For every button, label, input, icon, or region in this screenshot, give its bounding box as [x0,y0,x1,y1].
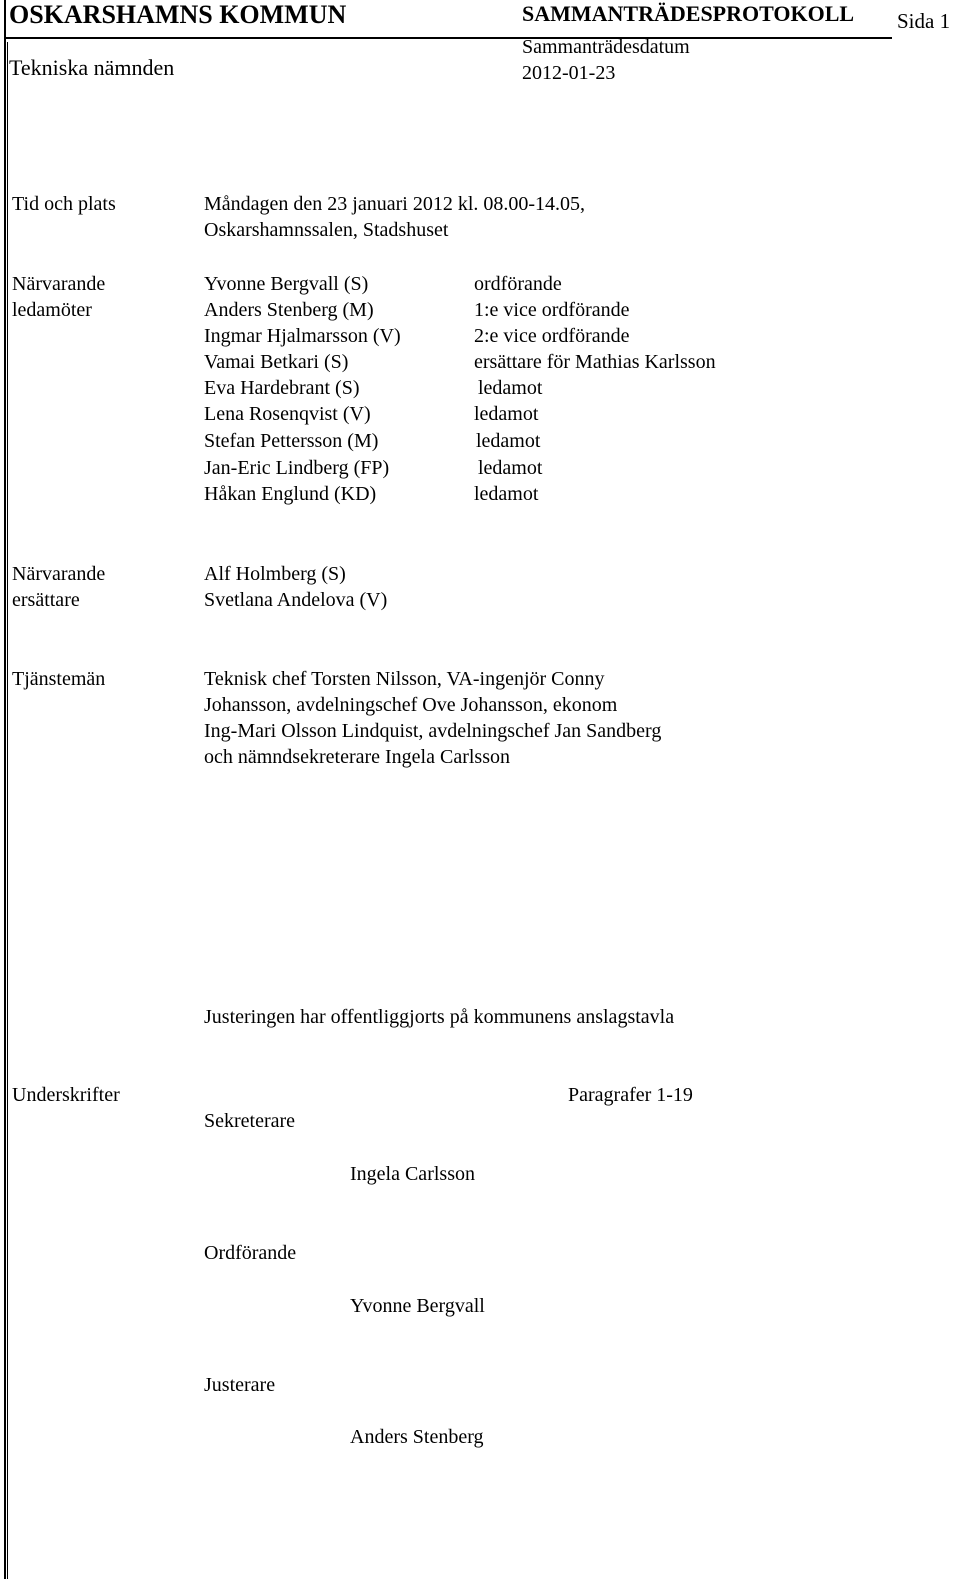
adjuster-label: Justerare [204,1374,276,1396]
committee-name: Tekniska nämnden [9,55,175,80]
member-role: ordförande [474,273,562,295]
substitute-name: Svetlana Andelova (V) [204,589,388,611]
left-inner-border-line [7,42,8,1579]
organization-name: OSKARSHAMNS KOMMUN [9,0,347,29]
member-name: Jan-Eric Lindberg (FP) [204,457,390,479]
members-label-line-2: ledamöter [12,299,92,321]
member-name: Stefan Pettersson (M) [204,430,379,452]
time-place-line-2: Oskarshamnssalen, Stadshuset [204,219,449,241]
secretary-label: Sekreterare [204,1110,296,1132]
member-name: Eva Hardebrant (S) [204,377,360,399]
left-border-line [4,0,6,1579]
chair-name: Yvonne Bergvall [350,1295,485,1317]
time-place-label: Tid och plats [12,193,116,215]
officials-line: Johansson, avdelningschef Ove Johansson, ekonom [204,694,618,716]
meeting-date-label: Sammanträdesdatum [522,36,690,58]
member-name: Lena Rosenqvist (V) [204,403,371,425]
member-role: ledamot [474,483,539,505]
substitutes-label-line-1: Närvarande [12,563,106,585]
adjuster-name: Anders Stenberg [350,1426,484,1448]
adjustment-notice: Justeringen har offentliggjorts på kommunens anslagstavla [204,1006,675,1028]
member-role: ersättare för Mathias Karlsson [474,351,716,373]
members-label-line-1: Närvarande [12,273,106,295]
secretary-name: Ingela Carlsson [350,1163,475,1185]
member-name: Anders Stenberg (M) [204,299,374,321]
member-role: ledamot [476,430,541,452]
member-role: ledamot [478,377,543,399]
member-name: Ingmar Hjalmarsson (V) [204,325,401,347]
officials-line: Teknisk chef Torsten Nilsson, VA-ingenjör Conny [204,668,605,690]
paragraphs-range: Paragrafer 1-19 [568,1084,693,1106]
member-name: Vamai Betkari (S) [204,351,349,373]
member-role: ledamot [474,403,539,425]
signatures-label: Underskrifter [12,1084,120,1106]
member-role: ledamot [478,457,543,479]
meeting-date: 2012-01-23 [522,62,616,84]
document-type: SAMMANTRÄDESPROTOKOLL [522,1,855,26]
chair-label: Ordförande [204,1242,297,1264]
member-name: Håkan Englund (KD) [204,483,377,505]
member-role: 1:e vice ordförande [474,299,630,321]
officials-line: och nämndsekreterare Ingela Carlsson [204,746,510,768]
officials-line: Ing-Mari Olsson Lindquist, avdelningschef Jan Sandberg [204,720,662,742]
member-role: 2:e vice ordförande [474,325,630,347]
time-place-line-1: Måndagen den 23 januari 2012 kl. 08.00-14.05, [204,193,586,215]
header-divider [4,37,892,39]
substitute-name: Alf Holmberg (S) [204,563,346,585]
substitutes-label-line-2: ersättare [12,589,80,611]
page-number: Sida 1 [897,9,951,33]
officials-label: Tjänstemän [12,668,106,690]
member-name: Yvonne Bergvall (S) [204,273,369,295]
